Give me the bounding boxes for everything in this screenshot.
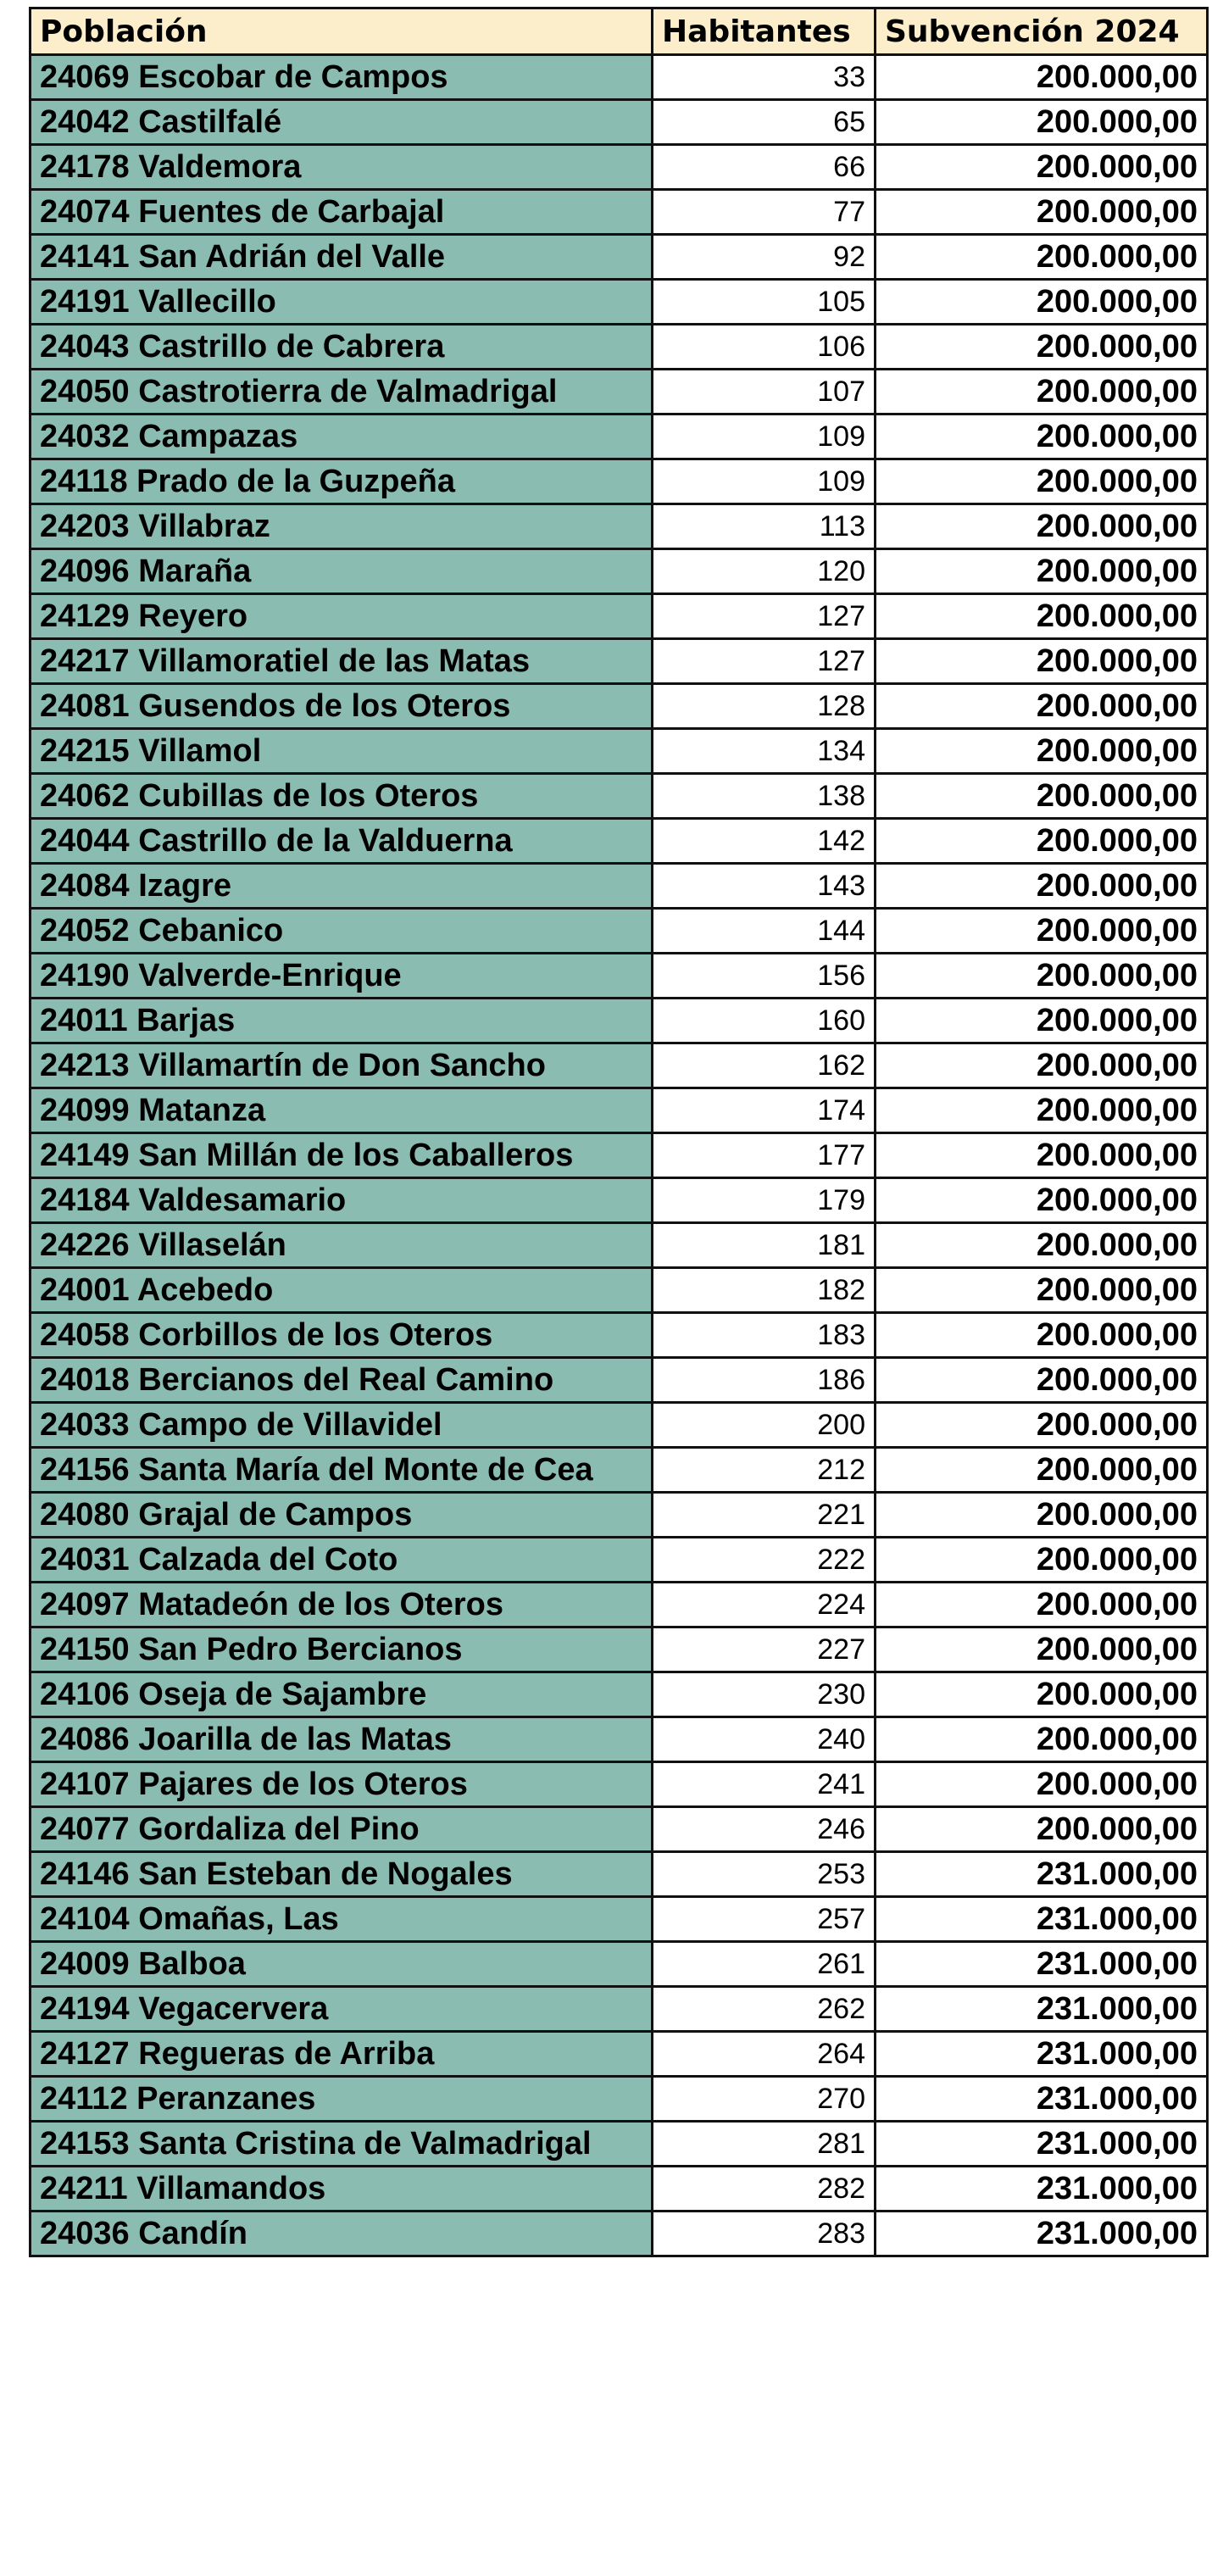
cell-poblacion[interactable]: 24156 Santa María del Monte de Cea — [31, 1448, 653, 1493]
cell-subvencion[interactable]: 200.000,00 — [876, 414, 1208, 459]
cell-habitantes[interactable]: 186 — [653, 1358, 876, 1403]
table-row — [31, 190, 1208, 235]
table-body — [31, 55, 1208, 2256]
cell-poblacion[interactable]: 24052 Cebanico — [31, 909, 653, 954]
table-row — [31, 684, 1208, 729]
cell-habitantes[interactable]: 92 — [653, 235, 876, 280]
cell-habitantes[interactable]: 177 — [653, 1133, 876, 1178]
cell-subvencion[interactable]: 200.000,00 — [876, 1627, 1208, 1672]
table-row — [31, 1178, 1208, 1223]
table-row — [31, 999, 1208, 1043]
cell-poblacion[interactable]: 24099 Matanza — [31, 1088, 653, 1133]
table-row — [31, 639, 1208, 684]
cell-subvencion[interactable]: 200.000,00 — [876, 594, 1208, 639]
cell-habitantes[interactable]: 113 — [653, 504, 876, 549]
cell-subvencion[interactable]: 200.000,00 — [876, 1807, 1208, 1852]
cell-subvencion[interactable]: 200.000,00 — [876, 1672, 1208, 1717]
table-row — [31, 819, 1208, 864]
cell-habitantes[interactable]: 181 — [653, 1223, 876, 1268]
cell-habitantes[interactable]: 227 — [653, 1627, 876, 1672]
cell-poblacion[interactable]: 24011 Barjas — [31, 999, 653, 1043]
cell-habitantes[interactable]: 230 — [653, 1672, 876, 1717]
table-row — [31, 414, 1208, 459]
table-row — [31, 1448, 1208, 1493]
table-row — [31, 145, 1208, 190]
table-row — [31, 909, 1208, 954]
cell-poblacion[interactable]: 24009 Balboa — [31, 1942, 653, 1987]
cell-habitantes[interactable]: 106 — [653, 325, 876, 370]
cell-subvencion[interactable]: 200.000,00 — [876, 954, 1208, 999]
cell-poblacion[interactable]: 24074 Fuentes de Carbajal — [31, 190, 653, 235]
cell-habitantes[interactable]: 127 — [653, 594, 876, 639]
cell-poblacion[interactable]: 24106 Oseja de Sajambre — [31, 1672, 653, 1717]
cell-habitantes[interactable]: 143 — [653, 864, 876, 909]
cell-habitantes[interactable]: 33 — [653, 55, 876, 100]
cell-subvencion[interactable]: 200.000,00 — [876, 1358, 1208, 1403]
cell-poblacion[interactable]: 24191 Vallecillo — [31, 280, 653, 325]
cell-poblacion[interactable]: 24146 San Esteban de Nogales — [31, 1852, 653, 1897]
cell-poblacion[interactable]: 24033 Campo de Villavidel — [31, 1403, 653, 1448]
cell-habitantes[interactable]: 156 — [653, 954, 876, 999]
cell-subvencion[interactable]: 231.000,00 — [876, 1987, 1208, 2032]
table-row — [31, 2032, 1208, 2077]
table-row — [31, 1133, 1208, 1178]
table-row — [31, 2077, 1208, 2122]
cell-poblacion[interactable]: 24018 Bercianos del Real Camino — [31, 1358, 653, 1403]
subvenciones-table — [29, 7, 1209, 2257]
cell-habitantes[interactable]: 241 — [653, 1762, 876, 1807]
table-row — [31, 1493, 1208, 1538]
cell-subvencion[interactable]: 200.000,00 — [876, 909, 1208, 954]
cell-poblacion[interactable]: 24149 San Millán de los Caballeros — [31, 1133, 653, 1178]
cell-poblacion[interactable]: 24184 Valdesamario — [31, 1178, 653, 1223]
cell-poblacion[interactable]: 24001 Acebedo — [31, 1268, 653, 1313]
table-row — [31, 2122, 1208, 2167]
header-habitantes[interactable]: Habitantes — [653, 8, 876, 55]
table-row — [31, 504, 1208, 549]
cell-habitantes[interactable]: 179 — [653, 1178, 876, 1223]
cell-subvencion[interactable]: 200.000,00 — [876, 1583, 1208, 1627]
cell-poblacion[interactable]: 24226 Villaselán — [31, 1223, 653, 1268]
table-row — [31, 100, 1208, 145]
cell-subvencion[interactable]: 200.000,00 — [876, 1088, 1208, 1133]
cell-habitantes[interactable]: 262 — [653, 1987, 876, 2032]
cell-habitantes[interactable]: 162 — [653, 1043, 876, 1088]
header-subvencion[interactable]: Subvención 2024 — [876, 8, 1208, 55]
cell-subvencion[interactable]: 200.000,00 — [876, 1538, 1208, 1583]
table-row — [31, 729, 1208, 774]
table-row — [31, 1762, 1208, 1807]
cell-habitantes[interactable]: 65 — [653, 100, 876, 145]
cell-subvencion[interactable]: 231.000,00 — [876, 2167, 1208, 2212]
cell-poblacion[interactable]: 24084 Izagre — [31, 864, 653, 909]
table-row — [31, 774, 1208, 819]
cell-habitantes[interactable]: 109 — [653, 459, 876, 504]
cell-poblacion[interactable]: 24069 Escobar de Campos — [31, 55, 653, 100]
table-row — [31, 2212, 1208, 2256]
table-row — [31, 1403, 1208, 1448]
cell-subvencion[interactable]: 200.000,00 — [876, 639, 1208, 684]
cell-subvencion[interactable]: 200.000,00 — [876, 459, 1208, 504]
cell-poblacion[interactable]: 24118 Prado de la Guzpeña — [31, 459, 653, 504]
table-row — [31, 1852, 1208, 1897]
cell-poblacion[interactable]: 24107 Pajares de los Oteros — [31, 1762, 653, 1807]
cell-habitantes[interactable]: 66 — [653, 145, 876, 190]
cell-subvencion[interactable]: 231.000,00 — [876, 2077, 1208, 2122]
cell-subvencion[interactable]: 200.000,00 — [876, 325, 1208, 370]
cell-subvencion[interactable]: 231.000,00 — [876, 2122, 1208, 2167]
cell-subvencion[interactable]: 200.000,00 — [876, 235, 1208, 280]
cell-poblacion[interactable]: 24141 San Adrián del Valle — [31, 235, 653, 280]
cell-subvencion[interactable]: 200.000,00 — [876, 1448, 1208, 1493]
header-row — [31, 8, 1208, 55]
cell-subvencion[interactable]: 231.000,00 — [876, 2212, 1208, 2256]
table-row — [31, 1358, 1208, 1403]
cell-poblacion[interactable]: 24042 Castilfalé — [31, 100, 653, 145]
cell-habitantes[interactable]: 212 — [653, 1448, 876, 1493]
cell-habitantes[interactable]: 144 — [653, 909, 876, 954]
cell-habitantes[interactable]: 221 — [653, 1493, 876, 1538]
cell-subvencion[interactable]: 200.000,00 — [876, 280, 1208, 325]
cell-poblacion[interactable]: 24127 Regueras de Arriba — [31, 2032, 653, 2077]
cell-poblacion[interactable]: 24097 Matadeón de los Oteros — [31, 1583, 653, 1627]
cell-subvencion[interactable]: 200.000,00 — [876, 864, 1208, 909]
cell-subvencion[interactable]: 200.000,00 — [876, 774, 1208, 819]
cell-habitantes[interactable]: 77 — [653, 190, 876, 235]
cell-habitantes[interactable]: 183 — [653, 1313, 876, 1358]
cell-habitantes[interactable]: 270 — [653, 2077, 876, 2122]
table-row — [31, 864, 1208, 909]
cell-poblacion[interactable]: 24203 Villabraz — [31, 504, 653, 549]
table-row — [31, 1088, 1208, 1133]
cell-poblacion[interactable]: 24112 Peranzanes — [31, 2077, 653, 2122]
cell-subvencion[interactable]: 200.000,00 — [876, 55, 1208, 100]
cell-poblacion[interactable]: 24211 Villamandos — [31, 2167, 653, 2212]
cell-habitantes[interactable]: 127 — [653, 639, 876, 684]
cell-subvencion[interactable]: 200.000,00 — [876, 999, 1208, 1043]
cell-subvencion[interactable]: 200.000,00 — [876, 1313, 1208, 1358]
table-row — [31, 1043, 1208, 1088]
cell-habitantes[interactable]: 105 — [653, 280, 876, 325]
table-row — [31, 1223, 1208, 1268]
cell-habitantes[interactable]: 283 — [653, 2212, 876, 2256]
cell-poblacion[interactable]: 24190 Valverde-Enrique — [31, 954, 653, 999]
table-row — [31, 549, 1208, 594]
cell-subvencion[interactable]: 231.000,00 — [876, 1852, 1208, 1897]
cell-habitantes[interactable]: 200 — [653, 1403, 876, 1448]
cell-habitantes[interactable]: 240 — [653, 1717, 876, 1762]
cell-poblacion[interactable]: 24043 Castrillo de Cabrera — [31, 325, 653, 370]
cell-subvencion[interactable]: 200.000,00 — [876, 1762, 1208, 1807]
cell-subvencion[interactable]: 231.000,00 — [876, 1942, 1208, 1987]
cell-poblacion[interactable]: 24032 Campazas — [31, 414, 653, 459]
header-poblacion[interactable]: Población — [31, 8, 653, 55]
cell-poblacion[interactable]: 24104 Omañas, Las — [31, 1897, 653, 1942]
table-row — [31, 1987, 1208, 2032]
table-row — [31, 2167, 1208, 2212]
cell-poblacion[interactable]: 24036 Candín — [31, 2212, 653, 2256]
cell-subvencion[interactable]: 200.000,00 — [876, 504, 1208, 549]
cell-poblacion[interactable]: 24178 Valdemora — [31, 145, 653, 190]
cell-subvencion[interactable]: 200.000,00 — [876, 819, 1208, 864]
cell-habitantes[interactable]: 138 — [653, 774, 876, 819]
cell-poblacion[interactable]: 24194 Vegacervera — [31, 1987, 653, 2032]
cell-habitantes[interactable]: 128 — [653, 684, 876, 729]
cell-subvencion[interactable]: 200.000,00 — [876, 370, 1208, 414]
cell-poblacion[interactable]: 24077 Gordaliza del Pino — [31, 1807, 653, 1852]
cell-poblacion[interactable]: 24080 Grajal de Campos — [31, 1493, 653, 1538]
cell-habitantes[interactable]: 264 — [653, 2032, 876, 2077]
table-row — [31, 594, 1208, 639]
table-row — [31, 1268, 1208, 1313]
cell-habitantes[interactable]: 257 — [653, 1897, 876, 1942]
table-row — [31, 1807, 1208, 1852]
table-row — [31, 1897, 1208, 1942]
cell-habitantes[interactable]: 224 — [653, 1583, 876, 1627]
table-row — [31, 235, 1208, 280]
cell-habitantes[interactable]: 142 — [653, 819, 876, 864]
cell-poblacion[interactable]: 24050 Castrotierra de Valmadrigal — [31, 370, 653, 414]
cell-poblacion[interactable]: 24096 Maraña — [31, 549, 653, 594]
table-row — [31, 1583, 1208, 1627]
table-row — [31, 325, 1208, 370]
cell-habitantes[interactable]: 134 — [653, 729, 876, 774]
cell-subvencion[interactable]: 200.000,00 — [876, 145, 1208, 190]
cell-habitantes[interactable]: 174 — [653, 1088, 876, 1133]
cell-poblacion[interactable]: 24153 Santa Cristina de Valmadrigal — [31, 2122, 653, 2167]
cell-poblacion[interactable]: 24031 Calzada del Coto — [31, 1538, 653, 1583]
cell-habitantes[interactable]: 222 — [653, 1538, 876, 1583]
cell-subvencion[interactable]: 200.000,00 — [876, 1268, 1208, 1313]
cell-poblacion[interactable]: 24150 San Pedro Bercianos — [31, 1627, 653, 1672]
cell-habitantes[interactable]: 182 — [653, 1268, 876, 1313]
cell-habitantes[interactable]: 281 — [653, 2122, 876, 2167]
cell-poblacion[interactable]: 24215 Villamol — [31, 729, 653, 774]
table-row — [31, 280, 1208, 325]
cell-poblacion[interactable]: 24129 Reyero — [31, 594, 653, 639]
cell-habitantes[interactable]: 282 — [653, 2167, 876, 2212]
cell-poblacion[interactable]: 24213 Villamartín de Don Sancho — [31, 1043, 653, 1088]
table-row — [31, 1942, 1208, 1987]
cell-poblacion[interactable]: 24086 Joarilla de las Matas — [31, 1717, 653, 1762]
cell-habitantes[interactable]: 261 — [653, 1942, 876, 1987]
table-row — [31, 954, 1208, 999]
cell-subvencion[interactable]: 200.000,00 — [876, 100, 1208, 145]
table-row — [31, 55, 1208, 100]
cell-subvencion[interactable]: 200.000,00 — [876, 684, 1208, 729]
table-row — [31, 1313, 1208, 1358]
cell-subvencion[interactable]: 231.000,00 — [876, 2032, 1208, 2077]
table-row — [31, 1717, 1208, 1762]
cell-poblacion[interactable]: 24058 Corbillos de los Oteros — [31, 1313, 653, 1358]
cell-subvencion[interactable]: 231.000,00 — [876, 1897, 1208, 1942]
cell-habitantes[interactable]: 109 — [653, 414, 876, 459]
cell-subvencion[interactable]: 200.000,00 — [876, 1223, 1208, 1268]
cell-subvencion[interactable]: 200.000,00 — [876, 1403, 1208, 1448]
cell-subvencion[interactable]: 200.000,00 — [876, 549, 1208, 594]
cell-habitantes[interactable]: 120 — [653, 549, 876, 594]
cell-subvencion[interactable]: 200.000,00 — [876, 1717, 1208, 1762]
cell-subvencion[interactable]: 200.000,00 — [876, 729, 1208, 774]
table-row — [31, 459, 1208, 504]
cell-subvencion[interactable]: 200.000,00 — [876, 1133, 1208, 1178]
cell-subvencion[interactable]: 200.000,00 — [876, 1043, 1208, 1088]
cell-subvencion[interactable]: 200.000,00 — [876, 1493, 1208, 1538]
table-row — [31, 1627, 1208, 1672]
cell-habitantes[interactable]: 160 — [653, 999, 876, 1043]
table-row — [31, 1672, 1208, 1717]
cell-habitantes[interactable]: 246 — [653, 1807, 876, 1852]
table-row — [31, 370, 1208, 414]
cell-habitantes[interactable]: 253 — [653, 1852, 876, 1897]
cell-poblacion[interactable]: 24044 Castrillo de la Valduerna — [31, 819, 653, 864]
table-row — [31, 1538, 1208, 1583]
cell-poblacion[interactable]: 24217 Villamoratiel de las Matas — [31, 639, 653, 684]
cell-poblacion[interactable]: 24081 Gusendos de los Oteros — [31, 684, 653, 729]
cell-subvencion[interactable]: 200.000,00 — [876, 190, 1208, 235]
cell-poblacion[interactable]: 24062 Cubillas de los Oteros — [31, 774, 653, 819]
cell-subvencion[interactable]: 200.000,00 — [876, 1178, 1208, 1223]
cell-habitantes[interactable]: 107 — [653, 370, 876, 414]
